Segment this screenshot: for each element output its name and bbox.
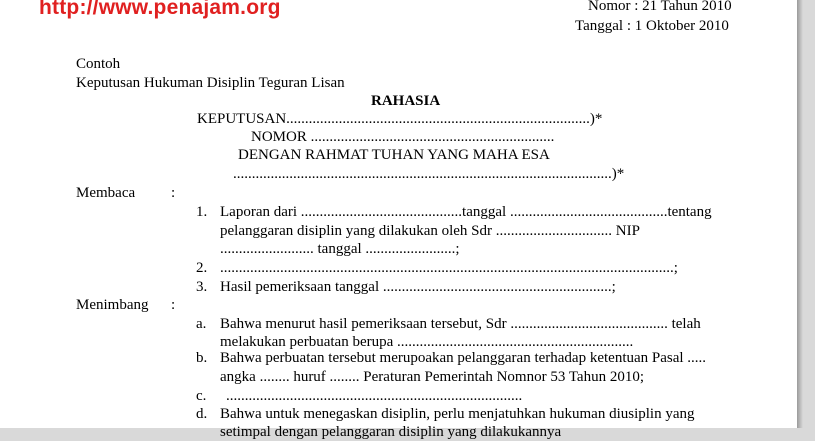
membaca-item-line: .........................................................................................................................;: [220, 260, 678, 276]
menimbang-item-letter: b.: [196, 350, 208, 366]
dengan-rahmat-line: DENGAN RAHMAT TUHAN YANG MAHA ESA: [238, 147, 550, 163]
membaca-item-number: 1.: [196, 204, 208, 220]
header-nomor: Nomor : 21 Tahun 2010: [588, 0, 732, 14]
pejabat-dots-line: .....................................................................................................)*: [233, 166, 625, 182]
intro-contoh: Contoh: [76, 56, 121, 72]
nomor-line: NOMOR .................................................................: [251, 129, 555, 145]
menimbang-item-line: Bahwa menurut hasil pemeriksaan tersebut, Sdr .......................................... telah: [220, 316, 701, 332]
menimbang-label: Menimbang: [76, 297, 149, 313]
membaca-item-line: pelanggaran disiplin yang dilakukan oleh Sdr ............................... NIP: [220, 223, 640, 239]
membaca-item-line: ......................... tanggal ........................;: [220, 241, 460, 257]
membaca-item-number: 2.: [196, 260, 208, 276]
keputusan-line: KEPUTUSAN.................................................................................)*: [197, 111, 603, 127]
menimbang-item-line: Bahwa perbuatan tersebut merupoakan pelanggaran terhadap ketentuan Pasal .....: [220, 350, 707, 366]
header-tanggal: Tanggal : 1 Oktober 2010: [575, 18, 729, 34]
menimbang-item-letter: c.: [196, 388, 207, 404]
membaca-colon: :: [171, 185, 176, 201]
page-shadow: [797, 0, 803, 428]
menimbang-item-line: ...............................................................................: [226, 388, 523, 404]
menimbang-item-line: melakukan perbuatan berupa ...............................................................: [220, 334, 634, 350]
membaca-item-number: 3.: [196, 279, 208, 295]
membaca-item-line: Hasil pemeriksaan tanggal .............................................................;: [220, 279, 616, 295]
menimbang-item-letter: a.: [196, 316, 207, 332]
menimbang-item-line: Bahwa untuk menegaskan disiplin, perlu menjatuhkan hukuman diusiplin yang: [220, 406, 695, 422]
menimbang-item-line: setimpal dengan pelanggaran disiplin yang dilakukannya: [220, 424, 562, 440]
menimbang-item-line: angka ........ huruf ........ Peraturan Pemerintah Nomnor 53 Tahun 2010;: [220, 369, 645, 385]
membaca-item-line: Laporan dari ...........................................tanggal ..........................................tentang: [220, 204, 712, 220]
menimbang-colon: :: [171, 297, 176, 313]
watermark-url: http://www.penajam.org: [39, 0, 281, 19]
rahasia-heading: RAHASIA: [371, 93, 441, 109]
membaca-label: Membaca: [76, 185, 136, 201]
menimbang-item-letter: d.: [196, 406, 208, 422]
intro-title: Keputusan Hukuman Disiplin Teguran Lisan: [76, 75, 345, 91]
